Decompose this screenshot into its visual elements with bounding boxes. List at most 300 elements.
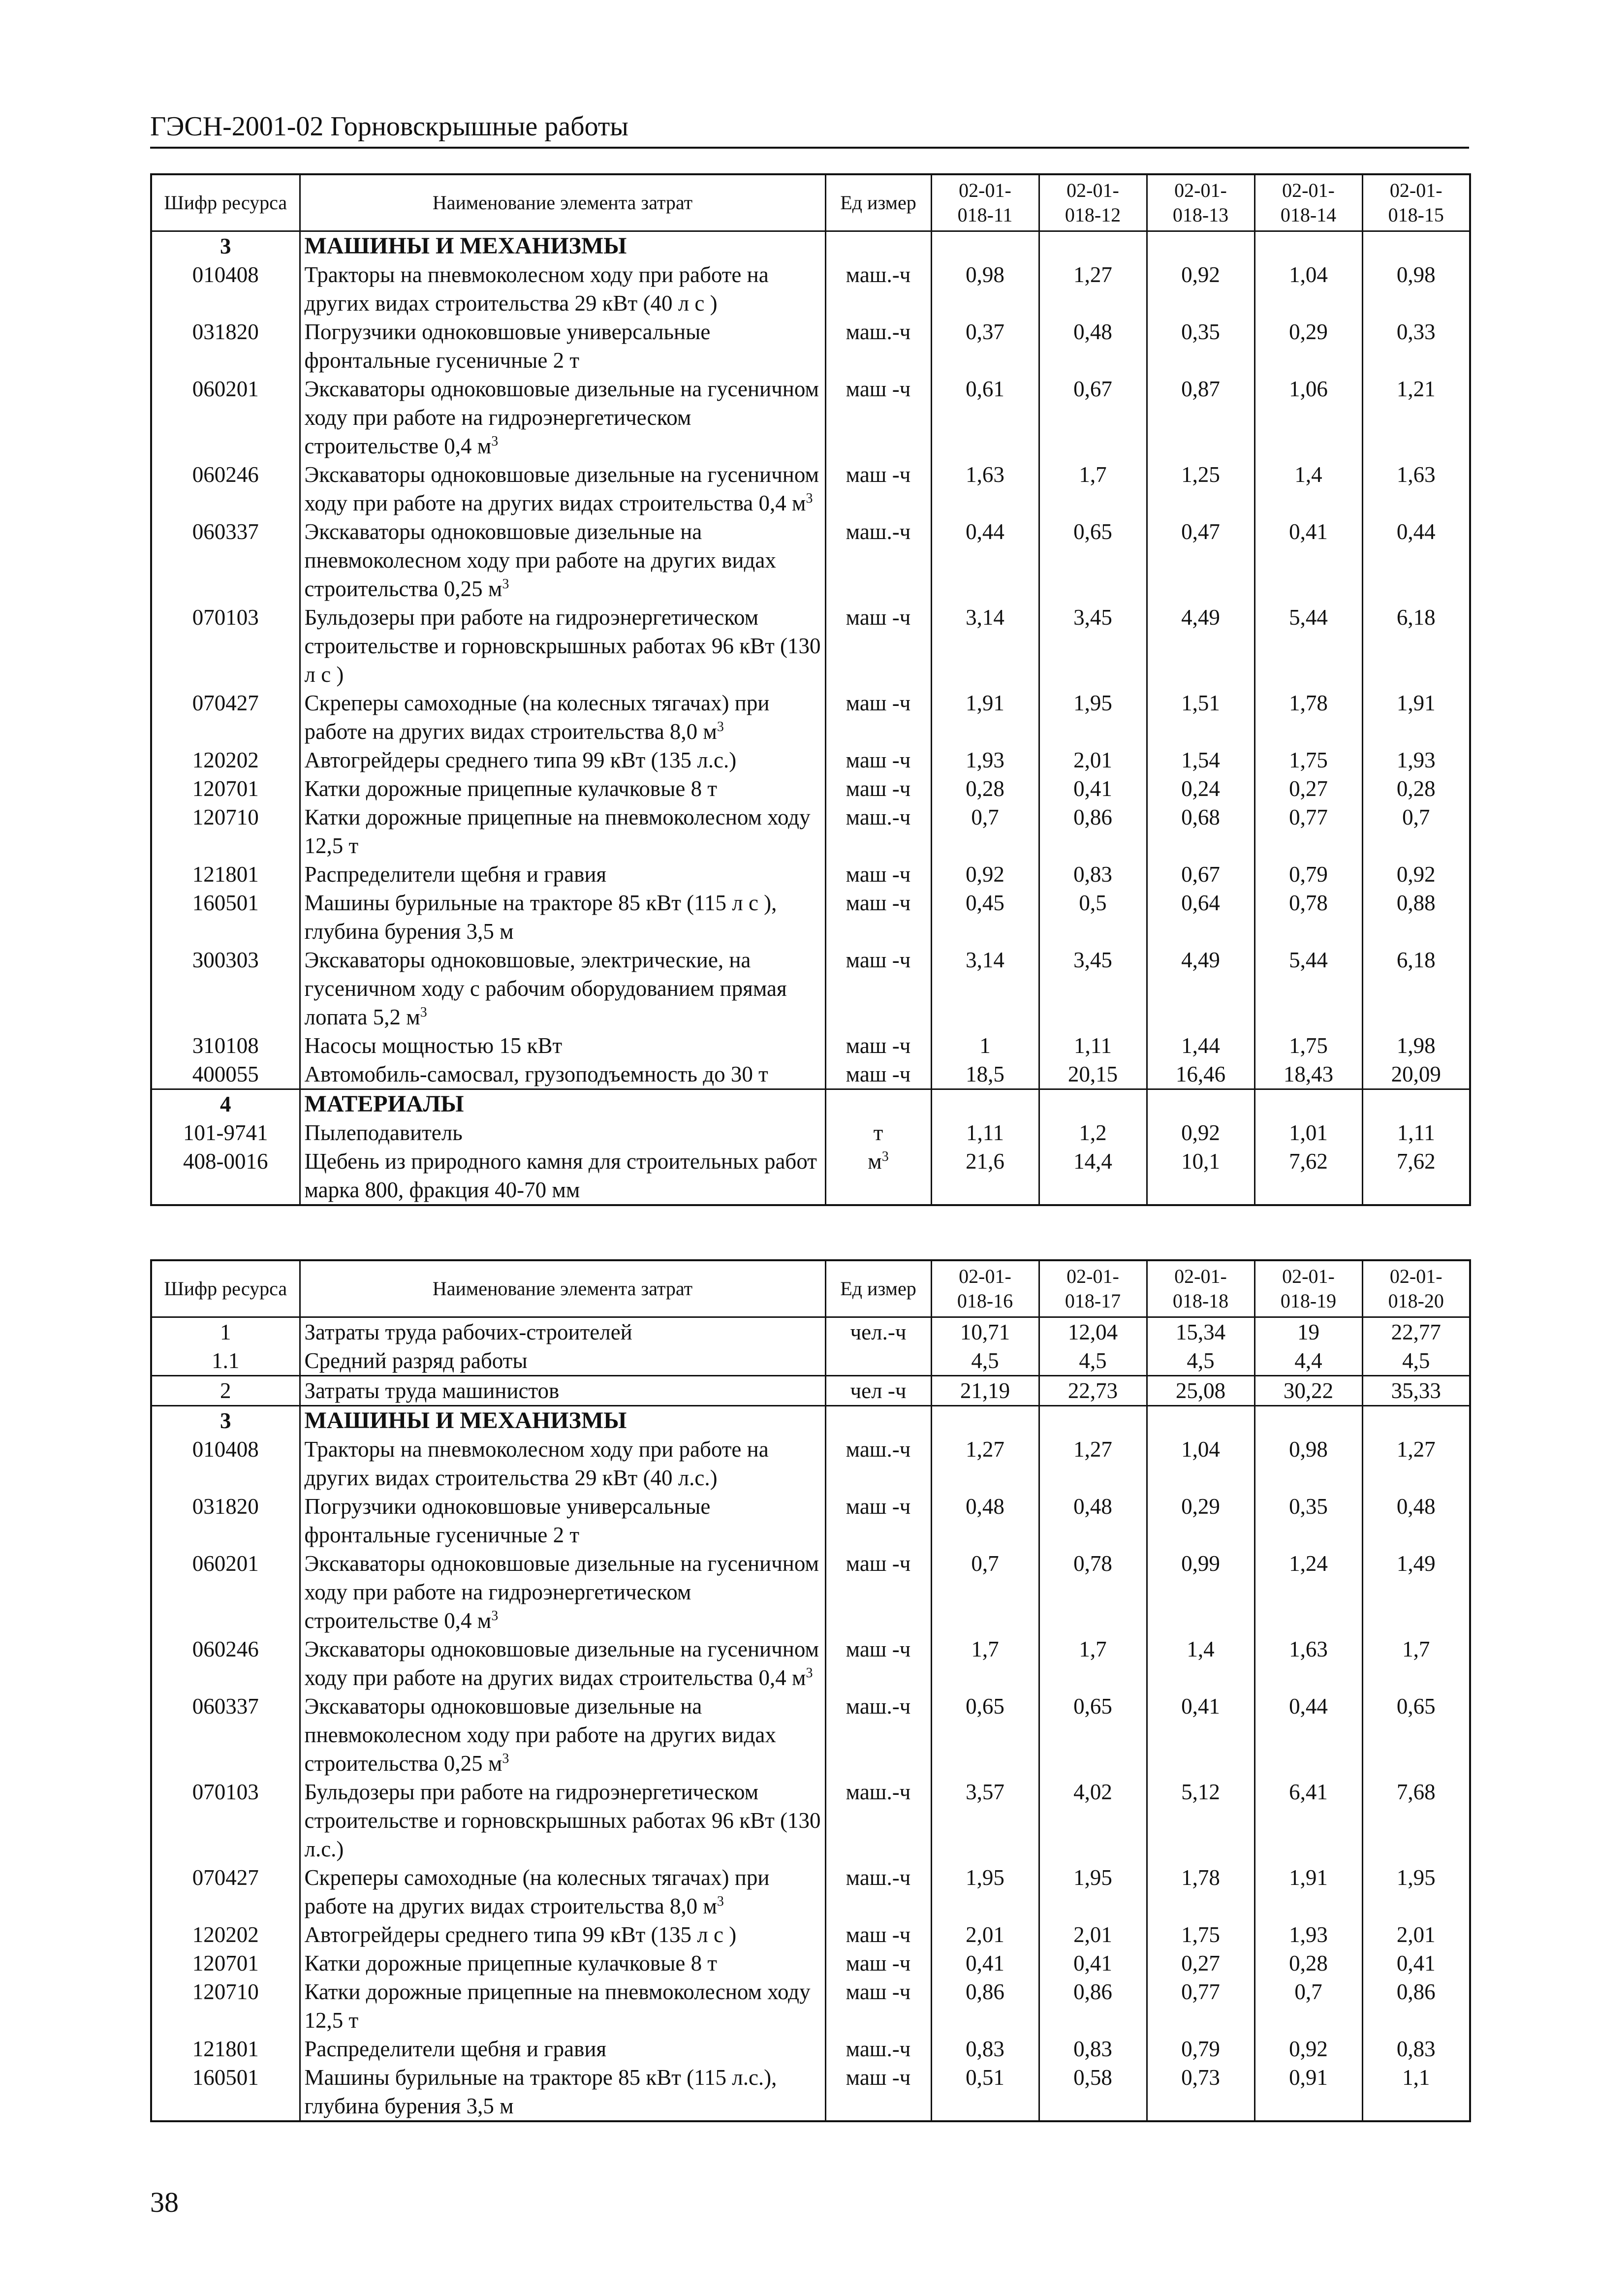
norm-value: 3,14	[931, 946, 1039, 1031]
resource-name: Тракторы на пневмоколесном ходу при работе на других видах строительства 29 кВт (40 л.с.)	[300, 1435, 825, 1492]
norm-value: 0,41	[1362, 1949, 1470, 1977]
norm-value: 1,7	[1039, 1635, 1147, 1692]
norm-value: 0,92	[1362, 860, 1470, 889]
norm-code-header: 02-01- 018-16	[931, 1260, 1039, 1317]
resource-code: 010408	[151, 260, 300, 318]
norm-value: 0,64	[1147, 889, 1254, 946]
unit-of-measure: маш -ч	[825, 746, 931, 774]
table-row	[151, 517, 1470, 603]
unit-superscript: 3	[806, 491, 813, 506]
norm-value: 0,35	[1147, 318, 1254, 375]
norm-value: 0,67	[1039, 375, 1147, 460]
unit-of-measure: маш -ч	[825, 375, 931, 460]
norm-value: 0,65	[1362, 1692, 1470, 1778]
norm-value: 1,75	[1254, 1031, 1362, 1060]
resource-code: 310108	[151, 1031, 300, 1060]
norm-value: 0,24	[1147, 774, 1254, 803]
resource-code: 120202	[151, 1920, 300, 1949]
norm-code-header: 02-01- 018-12	[1039, 174, 1147, 231]
norm-value: 3,14	[931, 603, 1039, 689]
norm-value: 0,47	[1147, 517, 1254, 603]
norm-value: 0,41	[1039, 774, 1147, 803]
norm-value: 0,48	[1362, 1492, 1470, 1549]
norm-value: 2,01	[931, 1920, 1039, 1949]
column-header-code: Шифр ресурса	[151, 1260, 300, 1317]
unit-of-measure: маш.-ч	[825, 803, 931, 860]
norm-value	[1039, 1089, 1147, 1119]
norm-value: 1,98	[1362, 1031, 1470, 1060]
table-header-row	[151, 174, 1470, 231]
norm-value: 0,83	[1362, 2035, 1470, 2063]
norm-value: 0,41	[1147, 1692, 1254, 1778]
table-row	[151, 1692, 1470, 1778]
norm-value: 0,45	[931, 889, 1039, 946]
norm-value: 1,63	[1362, 460, 1470, 517]
column-header-unit: Ед измер	[825, 174, 931, 231]
unit-of-measure: маш.-ч	[825, 1778, 931, 1863]
norm-value: 1,75	[1147, 1920, 1254, 1949]
resource-code: 121801	[151, 2035, 300, 2063]
resource-name: Машины бурильные на тракторе 85 кВт (115 л.с.), глубина бурения 3,5 м	[300, 2063, 825, 2121]
resource-code: 160501	[151, 889, 300, 946]
resource-name: Погрузчики одноковшовые универсальные фронтальные гусеничные 2 т	[300, 318, 825, 375]
norm-value: 0,98	[1254, 1435, 1362, 1492]
norm-value: 0,86	[1039, 803, 1147, 860]
unit-of-measure: маш -ч	[825, 603, 931, 689]
table-row	[151, 318, 1470, 375]
norm-value: 0,98	[1362, 260, 1470, 318]
norm-value: 1,44	[1147, 1031, 1254, 1060]
unit-superscript: 3	[717, 719, 724, 734]
resource-name: Машины бурильные на тракторе 85 кВт (115 л с ), глубина бурения 3,5 м	[300, 889, 825, 946]
norm-value: 0,37	[931, 318, 1039, 375]
table-row	[151, 2063, 1470, 2121]
unit-of-measure: маш -ч	[825, 1060, 931, 1089]
resource-name: Автогрейдеры среднего типа 99 кВт (135 л.с.)	[300, 746, 825, 774]
table-row	[151, 1977, 1470, 2035]
resource-code: 101-9741	[151, 1118, 300, 1147]
norm-value: 7,62	[1254, 1147, 1362, 1205]
norm-value: 0,41	[1254, 517, 1362, 603]
unit-superscript: 3	[491, 434, 499, 449]
unit-of-measure: маш -ч	[825, 1635, 931, 1692]
norm-value	[1362, 1406, 1470, 1435]
unit-superscript: 3	[806, 1665, 813, 1681]
norm-value: 5,44	[1254, 603, 1362, 689]
norm-value: 2,01	[1039, 1920, 1147, 1949]
unit-of-measure: маш -ч	[825, 460, 931, 517]
norm-value: 25,08	[1147, 1376, 1254, 1406]
resource-name: Бульдозеры при работе на гидроэнергетическом строительстве и горновскрышных работах 96 кВт (130 л.с.)	[300, 1778, 825, 1863]
norm-value: 4,5	[1362, 1346, 1470, 1376]
table-row	[151, 375, 1470, 460]
norm-value: 3,57	[931, 1778, 1039, 1863]
resource-code: 070427	[151, 1863, 300, 1920]
unit-of-measure: маш.-ч	[825, 1692, 931, 1778]
norm-value: 1,7	[1362, 1635, 1470, 1692]
resource-code: 160501	[151, 2063, 300, 2121]
table-row	[151, 1031, 1470, 1060]
norm-value	[1254, 1089, 1362, 1119]
resource-code: 120701	[151, 774, 300, 803]
norm-value	[931, 1406, 1039, 1435]
norm-value: 0,79	[1147, 2035, 1254, 2063]
unit-of-measure: чел.-ч	[825, 1317, 931, 1347]
unit-of-measure: маш -ч	[825, 1977, 931, 2035]
resource-name: Щебень из природного камня для строительных работ марка 800, фракция 40-70 мм	[300, 1147, 825, 1205]
norm-value: 1,91	[931, 689, 1039, 746]
norm-code-header: 02-01- 018-13	[1147, 174, 1254, 231]
norm-value: 0,7	[931, 803, 1039, 860]
table-row	[151, 1635, 1470, 1692]
norm-value: 18,43	[1254, 1060, 1362, 1089]
unit-of-measure: маш -ч	[825, 1492, 931, 1549]
table-row	[151, 460, 1470, 517]
norm-value: 0,29	[1254, 318, 1362, 375]
norm-value: 0,28	[1362, 774, 1470, 803]
column-header-name: Наименование элемента затрат	[300, 1260, 825, 1317]
norm-code-header: 02-01- 018-11	[931, 174, 1039, 231]
norm-value: 0,41	[1039, 1949, 1147, 1977]
norm-value: 0,92	[931, 860, 1039, 889]
norm-value: 0,33	[1362, 318, 1470, 375]
norm-value: 0,88	[1362, 889, 1470, 946]
norm-value: 21,19	[931, 1376, 1039, 1406]
norm-value	[1039, 231, 1147, 261]
norm-code-header: 02-01- 018-15	[1362, 174, 1470, 231]
norm-value: 0,28	[1254, 1949, 1362, 1977]
unit-of-measure: маш -ч	[825, 1549, 931, 1635]
norm-value: 0,77	[1147, 1977, 1254, 2035]
norm-value: 1,11	[931, 1118, 1039, 1147]
resource-name: Насосы мощностью 15 кВт	[300, 1031, 825, 1060]
resource-code: 070103	[151, 603, 300, 689]
norm-value: 15,34	[1147, 1317, 1254, 1347]
resource-name: МАШИНЫ И МЕХАНИЗМЫ	[300, 231, 825, 261]
table-row	[151, 1920, 1470, 1949]
resource-name: Затраты труда рабочих-строителей	[300, 1317, 825, 1347]
norm-value: 1,93	[1362, 746, 1470, 774]
resource-code: 121801	[151, 860, 300, 889]
norm-value: 0,83	[931, 2035, 1039, 2063]
resource-code: 120710	[151, 803, 300, 860]
norm-value: 0,28	[931, 774, 1039, 803]
unit-of-measure: маш -ч	[825, 1031, 931, 1060]
unit-of-measure: маш.-ч	[825, 260, 931, 318]
column-header-code: Шифр ресурса	[151, 174, 300, 231]
unit-of-measure: маш.-ч	[825, 2035, 931, 2063]
norm-value: 0,65	[1039, 1692, 1147, 1778]
resource-name: Катки дорожные прицепные кулачковые 8 т	[300, 1949, 825, 1977]
resource-name: Катки дорожные прицепные кулачковые 8 т	[300, 774, 825, 803]
resource-name: Скреперы самоходные (на колесных тягачах) при работе на других видах строительства 8,0 $м^3$	[300, 689, 825, 746]
norm-value: 1,75	[1254, 746, 1362, 774]
norm-value: 0,86	[1039, 1977, 1147, 2035]
norm-value: 4,5	[1147, 1346, 1254, 1376]
norm-value: 1,4	[1147, 1635, 1254, 1692]
norm-value: 0,87	[1147, 375, 1254, 460]
table-row	[151, 803, 1470, 860]
resource-name: Экскаваторы одноковшовые дизельные на гусеничном ходу при работе на гидроэнергетическом строительстве 0,4 $м^3$	[300, 1549, 825, 1635]
table-body	[151, 1317, 1470, 2122]
norm-value: 1,21	[1362, 375, 1470, 460]
norm-value: 4,4	[1254, 1346, 1362, 1376]
norm-value: 19	[1254, 1317, 1362, 1347]
resource-code: 1	[151, 1317, 300, 1347]
unit-superscript: 3	[717, 1894, 724, 1909]
section-row	[151, 1406, 1470, 1435]
norm-code-header: 02-01- 018-18	[1147, 1260, 1254, 1317]
norm-value: 0,78	[1254, 889, 1362, 946]
unit-superscript: 3	[491, 1608, 499, 1624]
table-header-row	[151, 1260, 1470, 1317]
resource-code: 070103	[151, 1778, 300, 1863]
norm-value: 1,04	[1254, 260, 1362, 318]
unit-of-measure: маш -ч	[825, 860, 931, 889]
norm-value: 2,01	[1039, 746, 1147, 774]
resource-name: Распределители щебня и гравия	[300, 860, 825, 889]
unit-of-measure	[825, 1406, 931, 1435]
norm-value: 0,5	[1039, 889, 1147, 946]
norm-value: 0,73	[1147, 2063, 1254, 2121]
norm-value: 0,44	[931, 517, 1039, 603]
resource-code: 120701	[151, 1949, 300, 1977]
unit-of-measure	[825, 231, 931, 261]
table-row	[151, 1778, 1470, 1863]
resource-code: 3	[151, 1406, 300, 1435]
unit-superscript: 3	[881, 1149, 889, 1164]
resource-code: 300303	[151, 946, 300, 1031]
norm-value: 1,7	[1039, 460, 1147, 517]
norm-value	[1147, 1406, 1254, 1435]
resource-name: МАТЕРИАЛЫ	[300, 1089, 825, 1119]
norm-value: 1,27	[1039, 260, 1147, 318]
resource-code: 060337	[151, 517, 300, 603]
page-number: 38	[150, 2186, 179, 2218]
resource-name: МАШИНЫ И МЕХАНИЗМЫ	[300, 1406, 825, 1435]
norm-value: 1,95	[1039, 1863, 1147, 1920]
resource-name: Средний разряд работы	[300, 1346, 825, 1376]
resource-code: 120202	[151, 746, 300, 774]
resource-table-1	[150, 173, 1471, 1206]
norm-value: 1,06	[1254, 375, 1362, 460]
norm-value: 4,49	[1147, 603, 1254, 689]
table-row	[151, 1346, 1470, 1376]
norm-value: 1,49	[1362, 1549, 1470, 1635]
resource-name: Экскаваторы одноковшовые дизельные на гусеничном ходу при работе на других видах строительства 0,4 $м^3$	[300, 1635, 825, 1692]
norm-value: 6,18	[1362, 946, 1470, 1031]
norm-value: 1,27	[931, 1435, 1039, 1492]
resource-code: 010408	[151, 1435, 300, 1492]
unit-of-measure: маш -ч	[825, 774, 931, 803]
unit-of-measure: чел -ч	[825, 1376, 931, 1406]
norm-value: 0,61	[931, 375, 1039, 460]
norm-value	[931, 1089, 1039, 1119]
unit-of-measure: $м^3$	[825, 1147, 931, 1205]
resource-name: Автомобиль-самосвал, грузоподъемность до 30 т	[300, 1060, 825, 1089]
norm-value: 1,63	[931, 460, 1039, 517]
norm-value: 22,73	[1039, 1376, 1147, 1406]
norm-value: 1,7	[931, 1635, 1039, 1692]
norm-value: 1,11	[1362, 1118, 1470, 1147]
unit-of-measure: маш -ч	[825, 689, 931, 746]
resource-name: Бульдозеры при работе на гидроэнергетическом строительстве и горновскрышных работах 96 кВт (130 л с )	[300, 603, 825, 689]
norm-value: 0,48	[1039, 1492, 1147, 1549]
norm-value: 0,91	[1254, 2063, 1362, 2121]
resource-name: Погрузчики одноковшовые универсальные фронтальные гусеничные 2 т	[300, 1492, 825, 1549]
resource-name: Экскаваторы одноковшовые дизельные на гусеничном ходу при работе на гидроэнергетическом строительстве 0,4 $м^3$	[300, 375, 825, 460]
unit-of-measure	[825, 1089, 931, 1119]
table-body	[151, 231, 1470, 1206]
norm-value: 1	[931, 1031, 1039, 1060]
resource-code: 408-0016	[151, 1147, 300, 1205]
norm-value: 6,18	[1362, 603, 1470, 689]
resource-code: 060201	[151, 375, 300, 460]
resource-code: 060201	[151, 1549, 300, 1635]
norm-code-header: 02-01- 018-14	[1254, 174, 1362, 231]
norm-value: 14,4	[1039, 1147, 1147, 1205]
page-header: ГЭСН-2001-02 Горновскрышные работы	[150, 109, 1469, 149]
unit-of-measure: т	[825, 1118, 931, 1147]
norm-value: 21,6	[931, 1147, 1039, 1205]
norm-value: 0,83	[1039, 860, 1147, 889]
unit-of-measure: маш -ч	[825, 1920, 931, 1949]
norm-value: 0,27	[1254, 774, 1362, 803]
unit-of-measure	[825, 1346, 931, 1376]
column-header-name: Наименование элемента затрат	[300, 174, 825, 231]
norm-value: 0,29	[1147, 1492, 1254, 1549]
table-row	[151, 1949, 1470, 1977]
norm-value: 0,92	[1147, 1118, 1254, 1147]
norm-value: 35,33	[1362, 1376, 1470, 1406]
table-row	[151, 603, 1470, 689]
resource-code: 1.1	[151, 1346, 300, 1376]
norm-value: 0,86	[931, 1977, 1039, 2035]
norm-value: 20,15	[1039, 1060, 1147, 1089]
table-row	[151, 1863, 1470, 1920]
norm-value: 1,91	[1254, 1863, 1362, 1920]
norm-value: 0,98	[931, 260, 1039, 318]
column-header-unit: Ед измер	[825, 1260, 931, 1317]
norm-value: 1,63	[1254, 1635, 1362, 1692]
norm-value: 1,91	[1362, 689, 1470, 746]
norm-value: 0,51	[931, 2063, 1039, 2121]
norm-value: 30,22	[1254, 1376, 1362, 1406]
unit-of-measure: маш -ч	[825, 1949, 931, 1977]
norm-value: 0,78	[1039, 1549, 1147, 1635]
norm-value: 1,27	[1362, 1435, 1470, 1492]
norm-value: 4,5	[1039, 1346, 1147, 1376]
resource-code: 060337	[151, 1692, 300, 1778]
resource-code: 031820	[151, 318, 300, 375]
resource-name: Катки дорожные прицепные на пневмоколесном ходу 12,5 т	[300, 803, 825, 860]
norm-value: 12,04	[1039, 1317, 1147, 1347]
table-row	[151, 1492, 1470, 1549]
resource-name: Автогрейдеры среднего типа 99 кВт (135 л с )	[300, 1920, 825, 1949]
resource-name: Катки дорожные прицепные на пневмоколесном ходу 12,5 т	[300, 1977, 825, 2035]
norm-value: 1,04	[1147, 1435, 1254, 1492]
norm-value	[1362, 231, 1470, 261]
norm-value: 4,5	[931, 1346, 1039, 1376]
table-row	[151, 2035, 1470, 2063]
norm-value: 4,02	[1039, 1778, 1147, 1863]
norm-value: 1,95	[931, 1863, 1039, 1920]
resource-code: 060246	[151, 1635, 300, 1692]
norm-value: 0,27	[1147, 1949, 1254, 1977]
resource-name: Экскаваторы одноковшовые, электрические, на гусеничном ходу с рабочим оборудованием прямая лопата 5,2 $м^3$	[300, 946, 825, 1031]
norm-value: 0,48	[931, 1492, 1039, 1549]
table-row	[151, 260, 1470, 318]
norm-value	[1362, 1089, 1470, 1119]
unit-superscript: 3	[502, 576, 509, 592]
norm-value: 7,68	[1362, 1778, 1470, 1863]
resource-code: 3	[151, 231, 300, 261]
norm-value: 18,5	[931, 1060, 1039, 1089]
unit-superscript: 3	[420, 1005, 427, 1020]
norm-value: 0,44	[1254, 1692, 1362, 1778]
norm-value: 1,1	[1362, 2063, 1470, 2121]
norm-value: 1,24	[1254, 1549, 1362, 1635]
table-row	[151, 746, 1470, 774]
norm-value: 1,27	[1039, 1435, 1147, 1492]
norm-value	[1039, 1406, 1147, 1435]
table-row	[151, 889, 1470, 946]
norm-value: 0,7	[1254, 1977, 1362, 2035]
unit-of-measure: маш -ч	[825, 2063, 931, 2121]
norm-value: 10,71	[931, 1317, 1039, 1347]
table-row	[151, 1118, 1470, 1147]
table-row	[151, 689, 1470, 746]
table-row	[151, 774, 1470, 803]
unit-of-measure: маш -ч	[825, 889, 931, 946]
table-row	[151, 1549, 1470, 1635]
section-row	[151, 1089, 1470, 1119]
resource-code: 400055	[151, 1060, 300, 1089]
resource-code: 2	[151, 1376, 300, 1406]
norm-value	[1254, 231, 1362, 261]
norm-value: 5,12	[1147, 1778, 1254, 1863]
norm-value: 0,99	[1147, 1549, 1254, 1635]
norm-value: 1,78	[1147, 1863, 1254, 1920]
unit-of-measure: маш.-ч	[825, 318, 931, 375]
norm-value	[1254, 1406, 1362, 1435]
norm-value: 1,01	[1254, 1118, 1362, 1147]
resource-name: Экскаваторы одноковшовые дизельные на пневмоколесном ходу при работе на других видах строительства 0,25 $м^3$	[300, 1692, 825, 1778]
norm-value: 0,44	[1362, 517, 1470, 603]
norm-value: 1,54	[1147, 746, 1254, 774]
norm-value: 0,35	[1254, 1492, 1362, 1549]
norm-value: 1,95	[1362, 1863, 1470, 1920]
resource-code: 120710	[151, 1977, 300, 2035]
table-row	[151, 1147, 1470, 1205]
norm-value: 0,79	[1254, 860, 1362, 889]
norm-value: 1,4	[1254, 460, 1362, 517]
norm-value: 1,2	[1039, 1118, 1147, 1147]
resource-code: 031820	[151, 1492, 300, 1549]
norm-value: 4,49	[1147, 946, 1254, 1031]
norm-value: 3,45	[1039, 603, 1147, 689]
norm-code-header: 02-01- 018-19	[1254, 1260, 1362, 1317]
unit-of-measure: маш.-ч	[825, 1435, 931, 1492]
resource-name: Затраты труда машинистов	[300, 1376, 825, 1406]
norm-value	[1147, 1089, 1254, 1119]
norm-value: 2,01	[1362, 1920, 1470, 1949]
resource-name: Экскаваторы одноковшовые дизельные на пневмоколесном ходу при работе на других видах строительства 0,25 $м^3$	[300, 517, 825, 603]
norm-value: 16,46	[1147, 1060, 1254, 1089]
resource-name: Тракторы на пневмоколесном ходу при работе на других видах строительства 29 кВт (40 л с )	[300, 260, 825, 318]
norm-value: 0,68	[1147, 803, 1254, 860]
resource-code: 060246	[151, 460, 300, 517]
